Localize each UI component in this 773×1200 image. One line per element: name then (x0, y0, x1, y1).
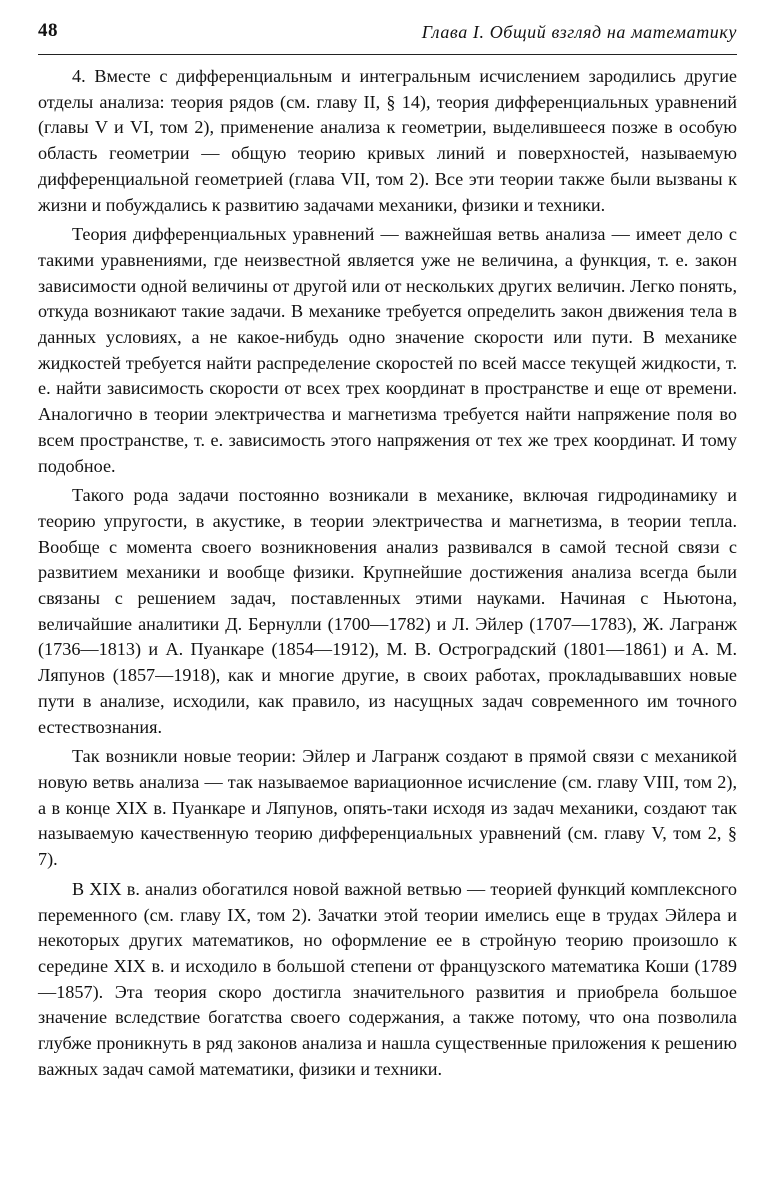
paragraph-complex-functions: В XIX в. анализ обогатился новой важной ветвью — теорией функций комплексного переменного (см. главу IX, том 2). Зачатки этой теории имелись еще в трудах Эйлера и некоторых других математиков, но оформление ее в стройную теорию произошло к середине XIX в. и исходило в большой степени от французского математика Коши (1789—1857). Эта теория скоро достигла значительного развития и приобрела большое значение вследствие богатства своего содержания, а также потому, что она позволила глубже проникнуть в ряд законов анализа и нашла существенные приложения к решению важных задач самой математики, физики и техники. (38, 878, 737, 1079)
paragraph-section-4: 4. Вместе с дифференциальным и интегральным исчислением зародились другие отделы анализа: теория рядов (см. главу II, § 14), теория дифференциальных уравнений (главы V и VI, том 2), применение анализа к геометрии, выделившееся позже в особую область геометрии — общую теорию кривых линий и поверхностей, называемую дифференциальной геометрией (глава VII, том 2). Все эти теории также были вызваны к жизни и побуждались к развитию задачами механики, физики и техники. (38, 66, 737, 215)
page-header (38, 14, 737, 55)
paragraph-differential-equations: Теория дифференциальных уравнений — важнейшая ветвь анализа — имеет дело с такими уравнениями, где неизвестной является уже не величина, а функция, т. е. закон зависимости одной величины от другой или от нескольких других величин. Легко понять, откуда возникают такие задачи. В механике требуется определить закон движения тела в данных условиях, а не какое-нибудь одно значение скорости или пути. В механике жидкостей требуется найти распределение скоростей по всей массе текущей жидкости, т. е. найти зависимость скорости от всех трех координат в пространстве и еще от времени. Аналогично в теории электричества и магнетизма требуется найти напряжение поля во всем пространстве, т. е. зависимость этого напряжения от тех же трех координат. И тому подобное. (38, 224, 737, 476)
page-number: 48 (38, 20, 58, 41)
paragraph-mechanics-physics: Такого рода задачи постоянно возникали в механике, включая гидродинамику и теорию упругости, в акустике, в теории электричества и магнетизма, в теории тепла. Вообще с момента своего возникновения анализ развивался в самой тесной связи с развитием механики и вообще физики. Крупнейшие достижения анализа всегда были связаны с решением задач, поставленных этими науками. Начиная с Ньютона, величайшие аналитики Д. Бернулли (1700—1782) и Л. Эйлер (1707—1783), Ж. Лагранж (1736—1813) и А. Пуанкаре (1854—1912), М. В. Остроградский (1801—1861) и А. М. Ляпунов (1857—1918), как и многие другие, в своих работах, прокладывавших новые пути в анализе, исходили, как правило, из насущных задач современного им точного естествознания. (38, 485, 737, 737)
paragraph-new-theories: Так возникли новые теории: Эйлер и Лагранж создают в прямой связи с механикой новую ветвь анализа — так называемое вариационное исчисление (см. главу VIII, том 2), а в конце XIX в. Пуанкаре и Ляпунов, опять-таки исходя из задач механики, создают так называемую качественную теорию дифференциальных уравнений (см. главу V, том 2, § 7). (38, 746, 737, 870)
body-text (38, 64, 737, 1086)
running-head: Глава I. Общий взгляд на математику (421, 22, 737, 42)
